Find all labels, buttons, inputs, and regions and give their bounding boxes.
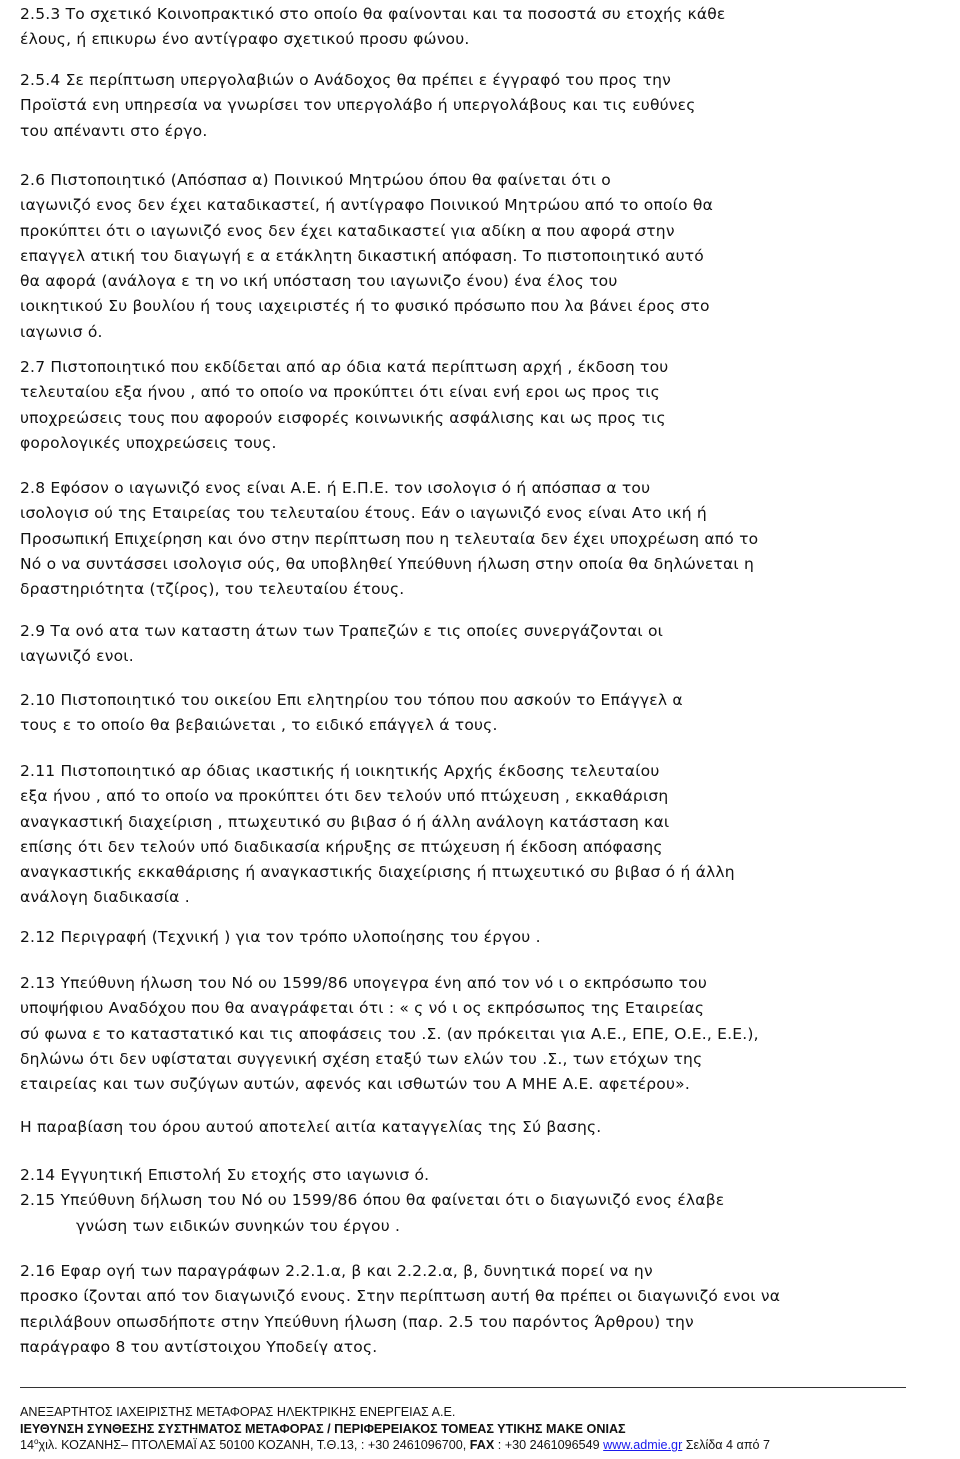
text-line: ιαγωνισ ό. <box>20 322 103 341</box>
text-line: Προϊστά ενη υπηρεσία να γνωρίσει τον υπεργολάβο ή υπεργολάβους και τις ευθύνες <box>20 96 696 115</box>
footer-km-ordinal: ο <box>34 1436 39 1446</box>
paragraph-2-8 <box>20 476 940 602</box>
text-line: 2.8 Εφόσον ο ιαγωνιζό ενος είναι Α.Ε. ή Ε.Π.Ε. τον ισολογισ ό ή απόσπασ α του <box>20 479 651 497</box>
text-line: 2.12 Περιγραφή (Τεχνική ) για τον τρόπο υλοποίησης του έργου . <box>20 928 541 946</box>
text-line: του απέναντι στο έργο. <box>20 121 208 140</box>
text-line: δηλώνω ότι δεν υφίσταται συγγενική σχέση εταξύ των ελών του .Σ., των ετόχων της <box>20 1049 703 1068</box>
text-line: ιοικητικού Συ βουλίου ή τους ιαχειριστές ή το φυσικό πρόσωπο που λα βάνει έρος στο <box>20 297 710 316</box>
text-line: τελευταίου εξα ήνου , από το οποίο να προκύπτει ότι είναι ενή εροι ως προς τις <box>20 383 660 402</box>
footer-divider <box>20 1387 906 1388</box>
text-line: υποψήφιου Αναδόχου που θα αναγράφεται ότι : « ς νό ι ος εκπρόσωπος της Εταιρείας <box>20 999 705 1018</box>
paragraph-violation-clause <box>20 1115 940 1140</box>
text-line: Η παραβίαση του όρου αυτού αποτελεί αιτία καταγγελίας της Σύ βασης. <box>20 1118 602 1136</box>
text-line: 2.6 Πιστοποιητικό (Απόσπασ α) Ποινικού Μητρώου όπου θα φαίνεται ότι ο <box>20 171 611 189</box>
text-line: αναγκαστικής εκκαθάρισης ή αναγκαστικής διαχείρισης ή πτωχευτικό συ βιβασ ό ή άλλη <box>20 863 735 882</box>
footer-address: χιλ. ΚΟΖΑΝΗΣ– ΠΤΟΛΕΜΑΪ ΑΣ 50100 ΚΟΖΑΝΗ, Τ.Θ.13, : +30 2461096700, <box>38 1438 470 1452</box>
text-line: Προσωπική Επιχείρηση και όνο στην περίπτωση που η τελευταία δεν έχει υποχρέωση από το <box>20 529 759 548</box>
text-line: εταιρείας και των συζύγων αυτών, αφενός και ισθωτών του Α ΜΗΕ Α.Ε. αφετέρου». <box>20 1075 690 1094</box>
text-line: 2.11 Πιστοποιητικό αρ όδιας ικαστικής ή ιοικητικής Αρχής έκδοσης τελευταίου <box>20 762 660 780</box>
paragraph-2-10 <box>20 688 940 739</box>
paragraph-2-12 <box>20 925 940 950</box>
text-line: ιαγωνιζό ενοι. <box>20 647 134 666</box>
paragraph-2-7 <box>20 355 940 456</box>
paragraph-2-9 <box>20 619 940 670</box>
text-line: 2.7 Πιστοποιητικό που εκδίδεται από αρ όδια κατά περίπτωση αρχή , έκδοση του <box>20 358 669 376</box>
text-line: παράγραφο 8 του αντίστοιχου Υποδείγ ατος. <box>20 1337 378 1356</box>
text-line: 2.5.3 Το σχετικό Κοινοπρακτικό στο οποίο θα φαίνονται και τα ποσοστά συ ετοχής κάθε <box>20 5 726 23</box>
text-line: 2.13 Υπεύθυνη ήλωση του Νό ου 1599/86 υπογεγρα ένη από τον νό ι ο εκπρόσωπο του <box>20 974 707 992</box>
paragraph-2-5-3 <box>20 2 940 53</box>
text-line: επίσης ότι δεν τελούν υπό διαδικασία κήρυξης σε πτώχευση ή έκδοση απόφασης <box>20 837 663 856</box>
text-line: φορολογικές υποχρεώσεις τους. <box>20 433 277 452</box>
paragraph-2-5-4 <box>20 68 940 144</box>
text-line: ισολογισ ού της Εταιρείας του τελευταίου έτους. Εάν ο ιαγωνιζό ενος είναι Ατο ική ή <box>20 504 707 523</box>
footer-department: ΙΕΥΘΥΝΣΗ ΣΥΝΘΕΣΗΣ ΣΥΣΤΗΜΑΤΟΣ ΜΕΤΑΦΟΡΑΣ / ΠΕΡΙΦΕΡΕΙΑΚΟΣ ΤΟΜΕΑΣ ΥΤΙΚΗΣ ΜΑΚΕ ΟΝΙΑΣ <box>20 1421 626 1436</box>
paragraph-2-16 <box>20 1259 940 1360</box>
text-line: 2.5.4 Σε περίπτωση υπεργολαβιών ο Ανάδοχος θα πρέπει ε έγγραφό του προς την <box>20 71 672 89</box>
text-line: επαγγελ ατική του διαγωγή ε α ετάκλητη δικαστική απόφαση. Το πιστοποιητικό αυτό <box>20 246 704 265</box>
text-line: 2.10 Πιστοποιητικό του οικείου Επι ελητηρίου του τόπου που ασκούν το Επάγγελ α <box>20 691 683 709</box>
footer-page-number: Σελίδα 4 από 7 <box>682 1438 771 1452</box>
text-line: δραστηριότητα (τζίρος), του τελευταίου έτους. <box>20 580 405 599</box>
text-line: ανάλογη διαδικασία . <box>20 888 190 907</box>
text-line: εξα ήνου , από το οποίο να προκύπτει ότι δεν τελούν υπό πτώχευση , εκκαθάριση <box>20 787 669 806</box>
paragraph-2-13 <box>20 971 940 1097</box>
text-line: θα αφορά (ανάλογα ε τη νο ική υπόσταση του ιαγωνιζο ένου) ένα έλος του <box>20 272 618 291</box>
text-line: 2.15 Υπεύθυνη δήλωση του Νό ου 1599/86 όπου θα φαίνεται ότι ο διαγωνιζό ενος έλαβε <box>20 1191 725 1210</box>
text-line: αναγκαστική διαχείριση , πτωχευτικό συ βιβασ ό ή άλλη ανάλογη κατάσταση και <box>20 812 670 831</box>
footer-fax: : +30 2461096549 <box>494 1438 604 1452</box>
footer-website-link[interactable]: www.admie.gr <box>603 1438 683 1452</box>
text-line: σύ φωνα ε το καταστατικό και τις αποφάσεις του .Σ. (αν πρόκειται για Α.Ε., ΕΠΕ, Ο.Ε., Ε.Ε.), <box>20 1024 759 1043</box>
page-footer <box>20 1404 950 1454</box>
footer-km: 14 <box>20 1438 35 1452</box>
paragraph-2-14-2-15 <box>20 1163 940 1239</box>
paragraph-2-11 <box>20 759 940 911</box>
text-line: προκύπτει ότι ο ιαγωνιζό ενος δεν έχει καταδικαστεί για αδίκη α που αφορά στην <box>20 221 675 240</box>
text-line: 2.16 Εφαρ ογή των παραγράφων 2.2.1.α, β και 2.2.2.α, β, δυνητικά πορεί να ην <box>20 1262 653 1280</box>
footer-fax-label: FAX <box>469 1438 495 1452</box>
text-line: γνώση των ειδικών συνηκών του έργου . <box>76 1216 401 1235</box>
text-line: περιλάβουν οπωσδήποτε στην Υπεύθυνη ήλωση (παρ. 2.5 του παρόντος Άρθρου) την <box>20 1312 694 1331</box>
footer-contact <box>20 1437 950 1454</box>
paragraph-2-6 <box>20 168 940 345</box>
text-line: υποχρεώσεις τους που αφορούν εισφορές κοινωνικής ασφάλισης και ως προς τις <box>20 408 666 427</box>
text-line: 2.14 Εγγυητική Επιστολή Συ ετοχής στο ιαγωνισ ό. <box>20 1166 430 1184</box>
text-line: έλους, ή επικυρω ένο αντίγραφο σχετικού προσυ φώνου. <box>20 30 470 49</box>
text-line: Νό ο να συντάσσει ισολογισ ούς, θα υποβληθεί Υπεύθυνη ήλωση στην οποία θα δηλώνεται η <box>20 554 755 573</box>
text-line: προσκο ίζονται από τον διαγωνιζό ενους. Στην περίπτωση αυτή θα πρέπει οι διαγωνιζό ενοι να <box>20 1287 781 1306</box>
footer-company: ΑΝΕΞΑΡΤΗΤΟΣ ΙΑΧΕΙΡΙΣΤΗΣ ΜΕΤΑΦΟΡΑΣ ΗΛΕΚΤΡΙΚΗΣ ΕΝΕΡΓΕΙΑΣ Α.Ε. <box>20 1405 456 1419</box>
text-line: ιαγωνιζό ενος δεν έχει καταδικαστεί, ή αντίγραφο Ποινικού Μητρώου από το οποίο θα <box>20 196 713 215</box>
text-line: τους ε το οποίο θα βεβαιώνεται , το ειδικό επάγγελ ά τους. <box>20 716 498 735</box>
text-line: 2.9 Τα ονό ατα των καταστη άτων των Τραπεζών ε τις οποίες συνεργάζονται οι <box>20 622 664 640</box>
